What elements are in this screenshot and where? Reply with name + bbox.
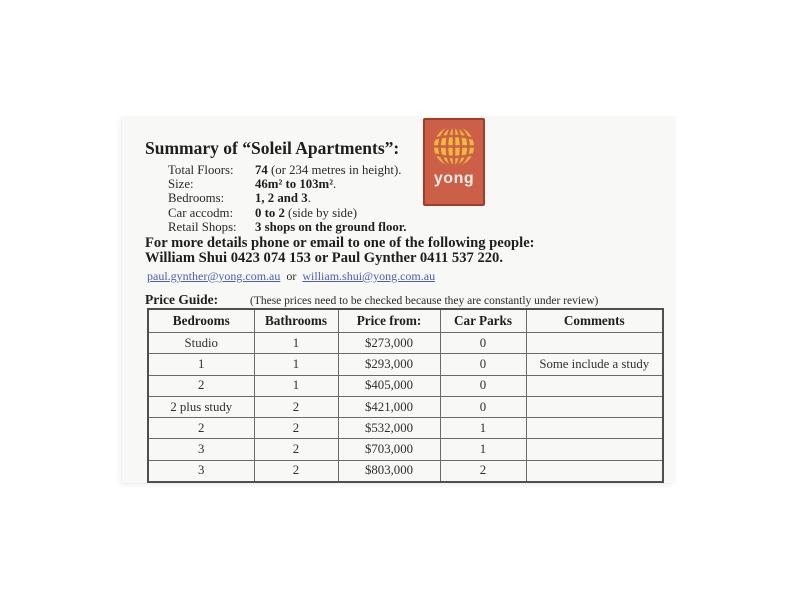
email-link-paul[interactable]: paul.gynther@yong.com.au	[147, 268, 281, 283]
cell-bathrooms: 2	[254, 439, 338, 460]
cell-car-parks: 1	[440, 418, 526, 439]
table-row	[148, 354, 663, 375]
summary-label: Retail Shops:	[168, 219, 237, 234]
summary-value-bold: 46m² to 103m²	[255, 177, 334, 192]
page-title: Summary of “Soleil Apartments”:	[145, 138, 400, 158]
globe-icon	[432, 124, 476, 169]
cell-bathrooms: 2	[254, 418, 338, 439]
cell-price: $293,000	[338, 354, 440, 375]
table-row	[148, 375, 663, 396]
table-row	[148, 418, 663, 439]
summary-list	[168, 163, 406, 234]
col-header-bedrooms: Bedrooms	[148, 309, 254, 333]
summary-row-size	[168, 177, 406, 191]
email-links	[147, 269, 535, 283]
summary-row-bedrooms	[168, 191, 406, 205]
cell-bathrooms: 1	[254, 375, 338, 396]
email-separator: or	[286, 268, 297, 283]
price-guide-label: Price Guide:	[145, 292, 219, 307]
cell-car-parks: 0	[440, 333, 526, 354]
table-row	[148, 460, 663, 482]
summary-value-rest: .	[333, 177, 337, 192]
summary-label: Total Floors:	[168, 163, 234, 177]
cell-price: $405,000	[338, 375, 440, 396]
table-header-row	[148, 309, 663, 333]
cell-bedrooms: 1	[148, 354, 254, 375]
summary-value-bold: 0 to 2	[255, 205, 285, 220]
cell-car-parks: 1	[440, 439, 526, 460]
cell-car-parks: 0	[440, 396, 526, 417]
cell-bedrooms: 3	[148, 439, 254, 460]
summary-value-bold: 3 shops on the ground floor.	[255, 219, 407, 234]
summary-value-rest: (or 234 metres in height).	[267, 163, 402, 177]
cell-car-parks: 2	[440, 460, 526, 482]
price-guide-note: (These prices need to be checked because they are constantly under review)	[250, 295, 599, 307]
cell-bedrooms: 2	[148, 418, 254, 439]
summary-value-rest: .	[307, 191, 311, 206]
summary-value-bold: 74	[255, 163, 268, 177]
document-page	[122, 117, 675, 483]
summary-row-total-floors	[168, 163, 406, 177]
summary-value-bold: 1, 2 and 3	[255, 191, 308, 206]
cell-comments: Some include a study	[526, 354, 663, 375]
cell-bedrooms: 3	[148, 460, 254, 482]
col-header-bathrooms: Bathrooms	[254, 309, 338, 333]
price-guide-row	[145, 291, 598, 309]
cell-comments	[526, 396, 663, 417]
summary-label: Car accodm:	[168, 205, 234, 220]
cell-car-parks: 0	[440, 354, 526, 375]
table-row	[148, 396, 663, 417]
cell-price: $532,000	[338, 418, 440, 439]
cell-price: $273,000	[338, 333, 440, 354]
cell-comments	[526, 333, 663, 354]
cell-comments	[526, 375, 663, 396]
logo-wordmark: yong	[433, 170, 475, 187]
cell-bedrooms: 2 plus study	[148, 396, 254, 417]
cell-price: $803,000	[338, 460, 440, 482]
cell-price: $703,000	[338, 439, 440, 460]
cell-bathrooms: 1	[254, 333, 338, 354]
summary-row-car-accodm	[168, 206, 406, 220]
summary-value-rest: (side by side)	[284, 205, 358, 220]
col-header-car-parks: Car Parks	[440, 309, 526, 333]
contact-line2: William Shui 0423 074 153 or Paul Gynther 0411 537 220.	[145, 250, 503, 267]
col-header-comments: Comments	[526, 309, 663, 333]
cell-comments	[526, 460, 663, 482]
summary-label: Size:	[168, 177, 194, 192]
cell-price: $421,000	[338, 396, 440, 417]
summary-row-retail-shops	[168, 220, 406, 234]
cell-bathrooms: 2	[254, 396, 338, 417]
cell-bedrooms: Studio	[148, 333, 254, 354]
table-row	[148, 439, 663, 460]
price-table	[147, 308, 664, 483]
yong-logo	[423, 118, 485, 206]
contact-line1: For more details phone or email to one of the following people:	[145, 235, 535, 251]
cell-bathrooms: 1	[254, 354, 338, 375]
cell-comments	[526, 439, 663, 460]
cell-comments	[526, 418, 663, 439]
col-header-price-from: Price from:	[338, 309, 440, 333]
table-row	[148, 333, 663, 354]
email-link-william[interactable]: william.shui@yong.com.au	[302, 268, 436, 283]
cell-bedrooms: 2	[148, 375, 254, 396]
cell-bathrooms: 2	[254, 460, 338, 482]
summary-label: Bedrooms:	[168, 191, 225, 206]
contact-block	[145, 236, 535, 283]
cell-car-parks: 0	[440, 375, 526, 396]
